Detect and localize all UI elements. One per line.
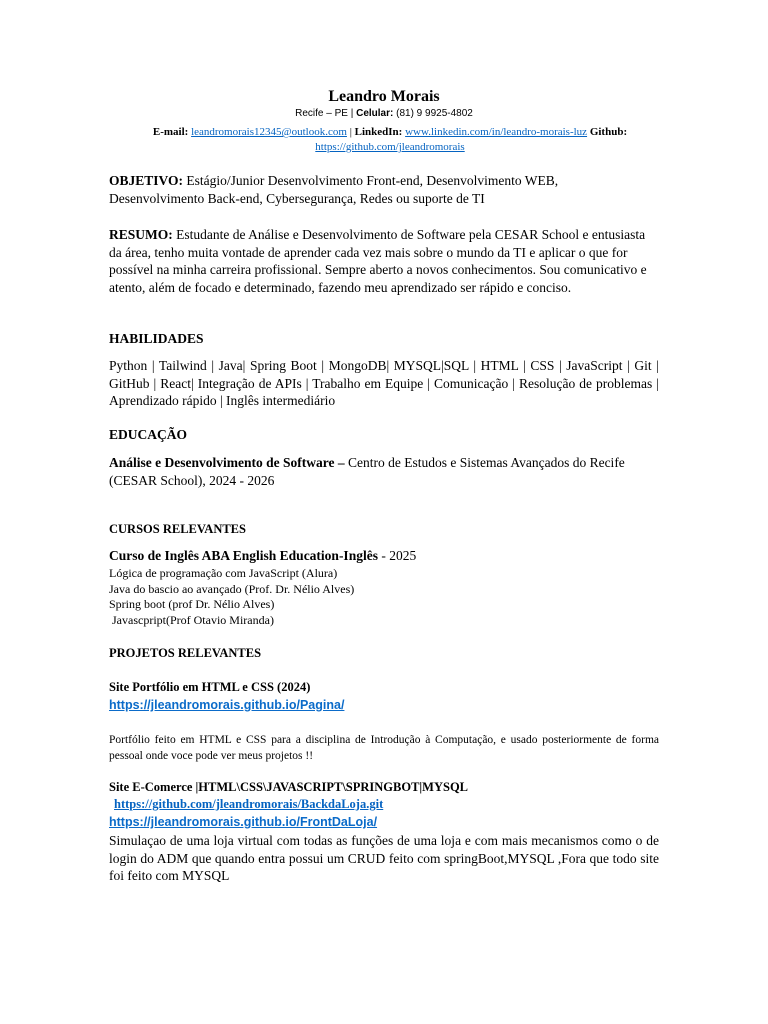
project2-backend-link[interactable]: https://github.com/jleandromorais/BackdaLoja.git — [114, 797, 384, 811]
project1-title: Site Portfólio em HTML e CSS (2024) — [109, 680, 311, 694]
courses-title: CURSOS RELEVANTES — [109, 522, 246, 536]
email-label: E-mail: — [152, 126, 189, 138]
linkedin-link[interactable]: www.linkedin.com/in/leandro-morais-luz — [405, 126, 588, 138]
list-item: Lógica de programação com JavaScript (Alura) — [109, 566, 338, 580]
projects-title: PROJETOS RELEVANTES — [109, 646, 262, 660]
list-item: Java do bascio ao avançado (Prof. Dr. Nélio Alves) — [109, 581, 355, 596]
project1-description: Portfólio feito em HTML e CSS para a disciplina de Introdução à Computação, e usado posteriormente de forma pessoal onde voce pode ver meus projetos !! — [109, 734, 659, 762]
skills-title: HABILIDADES — [109, 331, 204, 346]
summary-label: RESUMO: — [109, 227, 173, 242]
phone: (81) 9 9925-4802 — [393, 108, 473, 119]
project2-title: Site E-Comerce |HTML\CSS\JAVASCRIPT\SPRINGBOT|MYSQL — [109, 780, 469, 794]
github-link[interactable]: https://github.com/jleandromorais — [315, 141, 465, 153]
project2-description: Simulaçao de uma loja virtual com todas as funções de uma loja e com mais mecanismos como o de login do ADM que quando entra possui um CRUD feito com springBoot,MYSQL ,Fora que todo site foi feito com MYSQL — [109, 833, 659, 883]
summary-text: Estudante de Análise e Desenvolvimento de Software pela CESAR School e entusiasta da área, tenho muita vontade de aprender cada vez mais sobre o mundo da TI e aplicar o que for possível na minha carreira profissional. Sempre aberto a novos conhecimentos. Sou comunicativo e atento, além de focado e determinado, fazendo meu aprendizado ser rápido e conciso. — [109, 227, 647, 295]
education-title: EDUCAÇÃO — [109, 427, 188, 442]
education-institution: Centro de Estudos e Sistemas Avançados do Recife (CESAR School), 2024 - 2026 — [109, 455, 625, 488]
linkedin-label: LinkedIn: — [354, 126, 403, 138]
objective-label: OBJETIVO: — [109, 173, 183, 188]
phone-label: Celular: — [356, 108, 394, 119]
project1-link[interactable]: https://jleandromorais.github.io/Pagina/ — [109, 698, 345, 712]
location-phone-line — [0, 108, 768, 119]
list-item: Javascpript(Prof Otavio Miranda) — [109, 612, 274, 627]
main-course-name: Curso de Inglês ABA English Education-Inglês — [109, 548, 378, 563]
location: Recife – PE | — [295, 108, 357, 119]
summary-section — [109, 226, 659, 296]
candidate-name: Leandro Morais — [328, 88, 440, 105]
education-entry — [109, 454, 659, 489]
course-list — [109, 566, 609, 628]
list-item: Spring boot (prof Dr. Nélio Alves) — [109, 597, 275, 611]
project2-frontend-link[interactable]: https://jleandromorais.github.io/FrontDaLoja/ — [109, 815, 378, 829]
contact-links: E-mail: leandromorais12345@outlook.com | LinkedIn: www.linkedin.com/in/leandro-morais-luz Github: https://github.com/jleandromorais — [152, 126, 628, 153]
main-course-year: - 2025 — [377, 548, 417, 563]
objective-section — [109, 172, 637, 207]
email-link[interactable]: leandromorais12345@outlook.com — [191, 126, 347, 138]
skills-text: Python | Tailwind | Java| Spring Boot | MongoDB| MYSQL|SQL | HTML | CSS | JavaScript | Git | GitHub | React| Integração de APIs | Trabalho em Equipe | Comunicação | Resolução de problemas | Aprendizado rápido | Inglês intermediário — [109, 358, 659, 408]
objective-text: Estágio/Junior Desenvolvimento Front-end, Desenvolvimento WEB, Desenvolvimento Back-end, Cybersegurança, Redes ou suporte de TI — [109, 173, 559, 206]
education-course: Análise e Desenvolvimento de Software – — [109, 455, 345, 470]
main-course — [109, 548, 416, 564]
github-label: Github: — [589, 126, 628, 138]
